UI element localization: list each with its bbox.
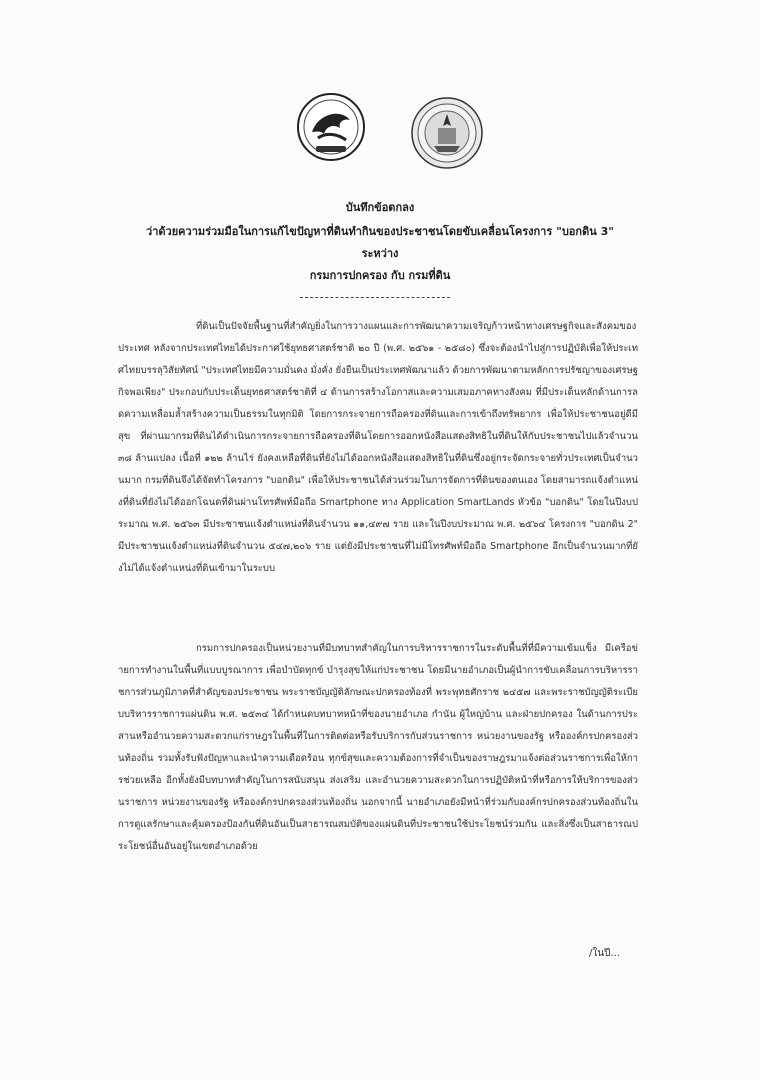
- page-continuation-marker: /ในปี...: [589, 948, 620, 959]
- parties-label: กรมการปกครอง กับ กรมที่ดิน: [309, 269, 451, 282]
- title-divider: [300, 297, 450, 298]
- between-label: ระหว่าง: [361, 247, 399, 260]
- document-subtitle: ว่าด้วยความร่วมมือในการแก้ไขปัญหาที่ดินทำกินของประชาชนโดยขับเคลื่อนโครงการ "บอกดิน 3": [146, 225, 614, 238]
- body-paragraph-1: ที่ดินเป็นปัจจัยพื้นฐานที่สำคัญยิ่งในการวางแผนและการพัฒนาความเจริญก้าวหน้าทางเศรษฐกิจและสังคมของประเทศ หลังจากประเทศไทยได้ประกาศใช้ยุทธศาสตร์ชาติ ๒๐ ปี (พ.ศ. ๒๕๖๑ - ๒๕๘๐) ซึ่งจะต้องนำไปสู่การปฏิบัติเพื่อให้ประเทศไทยบรรลุวิสัยทัศน์ "ประเทศไทยมีความมั่นคง มั่งคั่ง ยั่งยืนเป็นประเทศพัฒนาแล้ว ด้วยการพัฒนาตามหลักการปรัชญาของเศรษฐกิจพอเพียง" ประกอบกับประเด็นยุทธศาสตร์ชาติที่ ๔ ด้านการสร้างโอกาสและความเสมอภาคทางสังคม ที่มีประเด็นหลักด้านการลดความเหลื่อมล้ำสร้างความเป็นธรรมในทุกมิติ โดยการกระจายการถือครองที่ดินและการเข้าถึงทรัพยากร เพื่อให้ประชาชนอยู่ดีมีสุข ที่ผ่านมากรมที่ดินได้ดำเนินการกระจายการถือครองที่ดินโดยการออกหนังสือแสดงสิทธิในที่ดินให้กับประชาชนไปแล้วจำนวน ๓๘ ล้านแปลง เนื้อที่ ๑๒๒ ล้านไร่ ยังคงเหลือที่ดินที่ยังไม่ได้ออกหนังสือแสดงสิทธิในที่ดินซึ่งอยู่กระจัดกระจายทั่วประเทศเป็นจำนวนมาก กรมที่ดินจึงได้จัดทำโครงการ "บอกดิน" เพื่อให้ประชาชนได้ส่วนร่วมในการจัดการที่ดินของตนเอง โดยสามารถแจ้งตำแหน่งที่ดินที่ยังไม่ได้ออกโฉนดที่ดินผ่านโทรศัพท์มือถือ Smartphone ทาง Application SmartLands หัวข้อ "บอกดิน" โดยในปีงบประมาณ พ.ศ. ๒๕๖๓ มีประชาชนแจ้งตำแหน่งที่ดินจำนวน ๑๑,๔๙๗ ราย และในปีงบประมาณ พ.ศ. ๒๕๖๔ โครงการ "บอกดิน 2" มีประชาชนแจ้งตำแหน่งที่ดินจำนวน ๕๔๗,๒๐๖ ราย แต่ยังมีประชาชนที่ไม่มีโทรศัพท์มือถือ Smartphone อีกเป็นจำนวนมากที่ยังไม่ได้แจ้งตำแหน่งที่ดินเข้ามาในระบบ: [118, 320, 638, 574]
- body-paragraph-2: กรมการปกครองเป็นหน่วยงานที่มีบทบาทสำคัญในการบริหารราชการในระดับพื้นที่ที่มีความเข้มแข็ง มีเครือข่ายการทำงานในพื้นที่แบบบูรณาการ เพื่อบำบัดทุกข์ บำรุงสุขให้แก่ประชาชน โดยมีนายอำเภอเป็นผู้นำการขับเคลื่อนการบริหารราชการส่วนภูมิภาคที่สำคัญของประชาชน พระราชบัญญัติลักษณะปกครองท้องที่ พระพุทธศักราช ๒๔๕๗ และพระราชบัญญัติระเบียบบริหารราชการแผ่นดิน พ.ศ. ๒๕๓๔ ได้กำหนดบทบาทหน้าที่ของนายอำเภอ กำนัน ผู้ใหญ่บ้าน และฝ่ายปกครอง ในด้านการประสานหรืออำนวยความสะดวกแก่ราษฎรในพื้นที่ในการติดต่อหรือรับบริการกับส่วนราชการ หน่วยงานของรัฐ หรือองค์กรปกครองส่วนท้องถิ่น รวมทั้งรับฟังปัญหาและนำความเดือดร้อน ทุกข์สุขและความต้องการที่จำเป็นของราษฎรมาแจ้งต่อส่วนราชการเพื่อให้การช่วยเหลือ อีกทั้งยังมีบทบาทสำคัญในการสนับสนุน ส่งเสริม และอำนวยความสะดวกในการปฏิบัติหน้าที่หรือการให้บริการของส่วนราชการ หน่วยงานของรัฐ หรือองค์กรปกครองส่วนท้องถิ่น นอกจากนี้ นายอำเภอยังมีหน้าที่ร่วมกับองค์กรปกครองส่วนท้องถิ่นในการดูแลรักษาและคุ้มครองป้องกันที่ดินอันเป็นสาธารณสมบัติของแผ่นดินที่ประชาชนใช้ประโยชน์ร่วมกัน และสิ่งซึ่งเป็นสาธารณประโยชน์อื่นอันอยู่ในเขตอำเภอด้วย: [118, 642, 638, 852]
- land-department-seal-icon: [410, 96, 484, 170]
- document-title: บันทึกข้อตกลง: [345, 201, 415, 214]
- dopa-emblem-icon: [296, 92, 366, 162]
